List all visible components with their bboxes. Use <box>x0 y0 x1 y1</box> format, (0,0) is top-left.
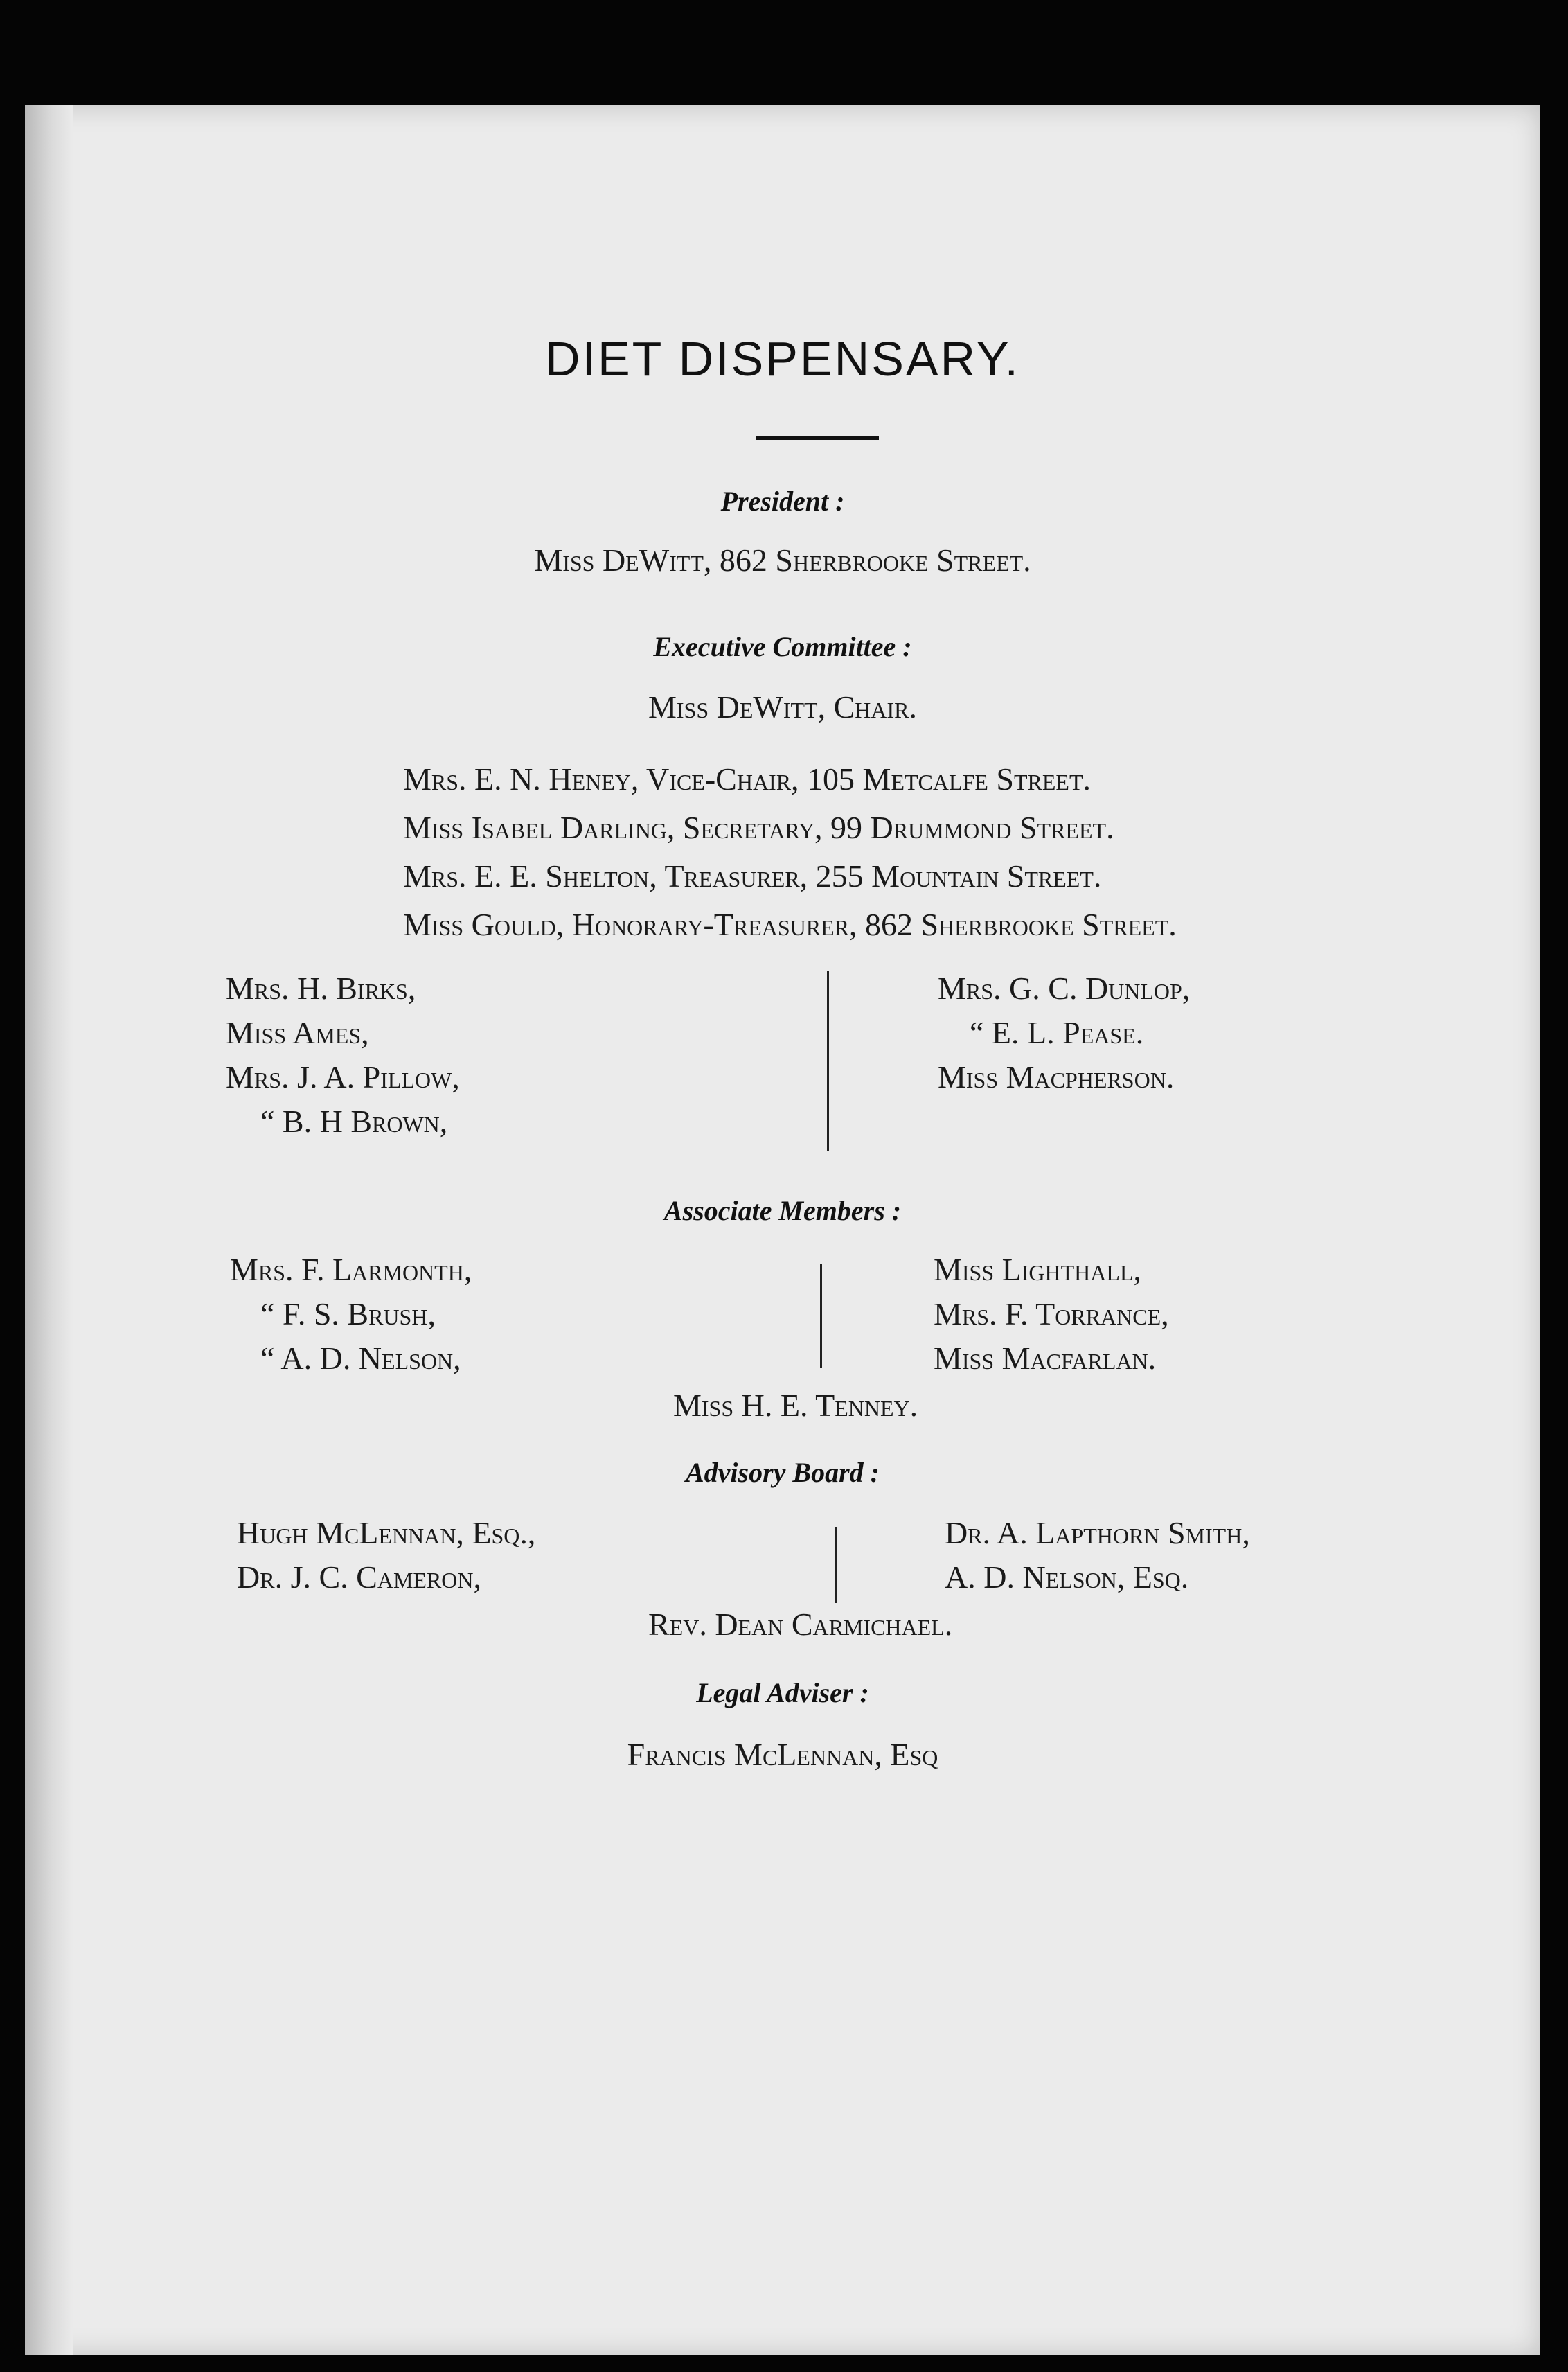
associate-member: “ A. D. Nelson, <box>260 1340 461 1376</box>
associate-member-center: Miss H. E. Tenney. <box>673 1388 918 1423</box>
advisory-member: A. D. Nelson, Esq. <box>945 1559 1189 1595</box>
committee-member: Mrs. G. C. Dunlop, <box>938 971 1191 1006</box>
legal-adviser-name: Francis McLennan, Esq <box>627 1737 938 1772</box>
committee-member: Miss Macpherson. <box>938 1059 1175 1095</box>
title-rule <box>756 436 879 440</box>
officer-line: Mrs. E. N. Heney, Vice-Chair, 105 Metcalfe Street. <box>403 761 1091 797</box>
column-divider <box>820 1264 822 1368</box>
executive-heading: Executive Committee : <box>653 631 912 662</box>
committee-member: Mrs. J. A. Pillow, <box>226 1059 460 1095</box>
advisory-member: Dr. J. C. Cameron, <box>237 1559 481 1595</box>
associate-member: Mrs. F. Larmonth, <box>230 1252 472 1287</box>
advisory-heading: Advisory Board : <box>686 1457 880 1488</box>
advisory-member-center: Rev. Dean Carmichael. <box>648 1607 953 1642</box>
advisory-member: Dr. A. Lapthorn Smith, <box>945 1515 1250 1550</box>
document-page <box>25 105 1540 2355</box>
president-heading: President : <box>720 486 845 517</box>
page-title: DIET DISPENSARY. <box>544 332 1021 386</box>
associate-member: Miss Macfarlan. <box>934 1340 1157 1376</box>
binding-edge <box>25 105 73 2355</box>
column-divider <box>827 971 829 1151</box>
committee-member: “ E. L. Pease. <box>970 1015 1144 1050</box>
committee-member: Mrs. H. Birks, <box>226 971 416 1006</box>
associate-member: Mrs. F. Torrance, <box>934 1296 1169 1331</box>
associate-member: “ F. S. Brush, <box>260 1296 436 1331</box>
committee-member: Miss Ames, <box>226 1015 369 1050</box>
column-divider <box>835 1527 837 1603</box>
advisory-member: Hugh McLennan, Esq., <box>237 1515 536 1550</box>
president-name: Miss DeWitt, 862 Sherbrooke Street. <box>534 542 1031 578</box>
committee-member: “ B. H Brown, <box>260 1104 448 1139</box>
associate-heading: Associate Members : <box>663 1195 902 1226</box>
executive-chair: Miss DeWitt, Chair. <box>648 689 917 725</box>
officer-line: Miss Gould, Honorary-Treasurer, 862 Sherbrooke Street. <box>403 907 1177 942</box>
officer-line: Mrs. E. E. Shelton, Treasurer, 255 Mountain Street. <box>403 858 1102 894</box>
officer-line: Miss Isabel Darling, Secretary, 99 Drummond Street. <box>403 810 1114 845</box>
associate-member: Miss Lighthall, <box>934 1252 1141 1287</box>
legal-heading: Legal Adviser : <box>696 1677 869 1708</box>
